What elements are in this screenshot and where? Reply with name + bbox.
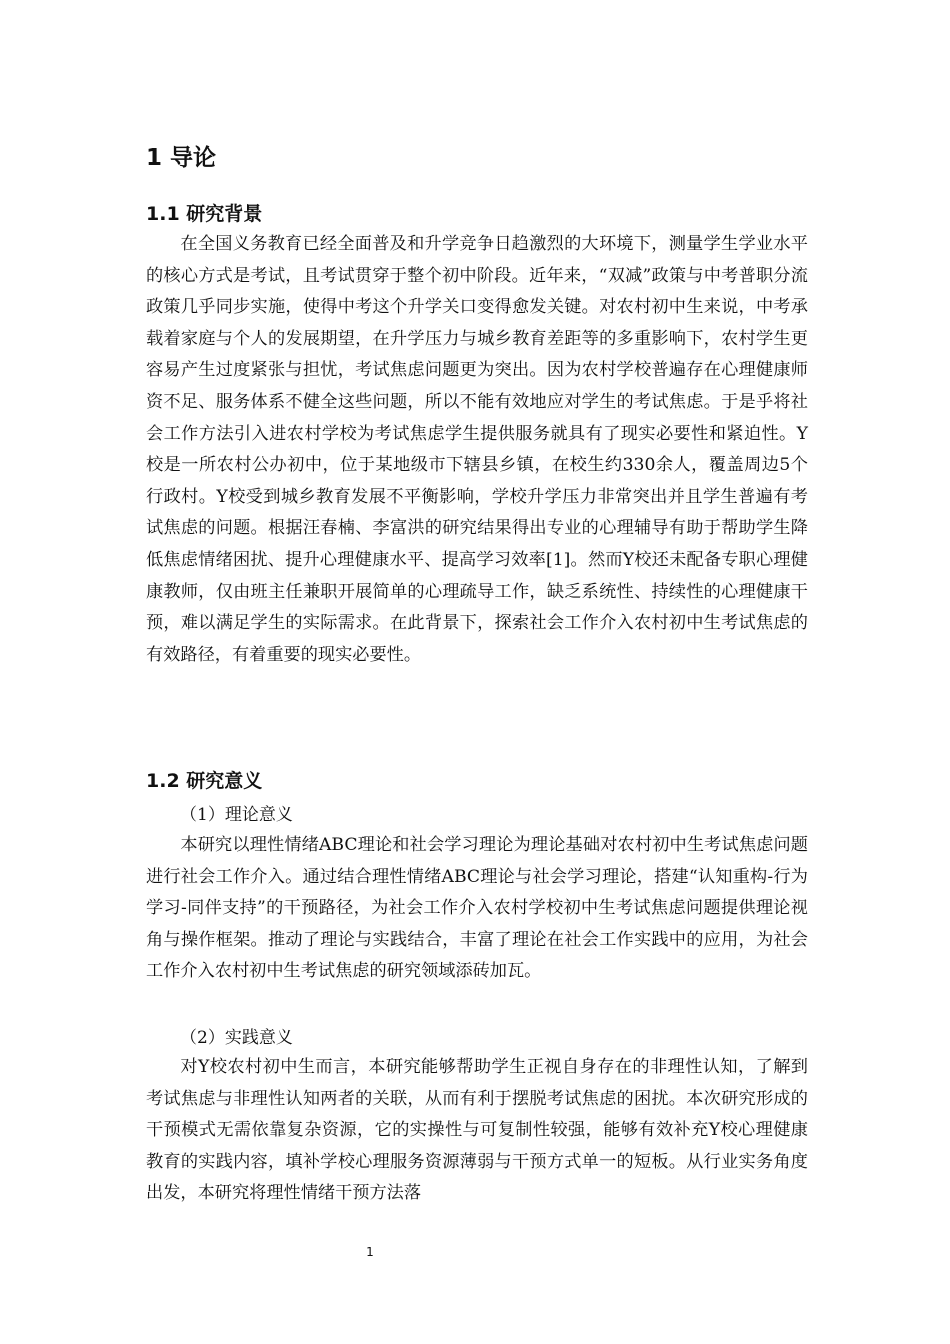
subheading-practical-significance: （2）实践意义 [180, 1028, 293, 1048]
practical-significance-paragraph: 对Y校农村初中生而言，本研究能够帮助学生正视自身存在的非理性认知，了解到考试焦虑与非理性认知两者的关联，从而有利于摆脱考试焦虑的困扰。本次研究形成的干预模式无需依靠复杂资源，它的实操性与可复制性较强，能够有效补充Y校心理健康教育的实践内容，填补学校心理服务资源薄弱与干预方式单一的短板。从行业实务角度出发，本研究将理性情绪干预方法落 [146, 1057, 808, 1204]
background-paragraph: 在全国义务教育已经全面普及和升学竞争日趋激烈的大环境下，测量学生学业水平的核心方式是考试，且考试贯穿于整个初中阶段。近年来，“双减”政策与中考普职分流政策几乎同步实施，使得中考这个升学关口变得愈发关键。对农村初中生来说，中考承载着家庭与个人的发展期望，在升学压力与城乡教育差距等的多重影响下，农村学生更容易产生过度紧张与担忧，考试焦虑问题更为突出。因为农村学校普遍存在心理健康师资不足、服务体系不健全这些问题，所以不能有效地应对学生的考试焦虑。于是乎将社会工作方法引入进农村学校为考试焦虑学生提供服务就具有了现实必要性和紧迫性。Y校是一所农村公办初中，位于某地级市下辖县乡镇，在校生约330余人，覆盖周边5个行政村。Y校受到城乡教育发展不平衡影响，学校升学压力非常突出并且学生普遍有考试焦虑的问题。根据汪春楠、李富洪的研究结果得出专业的心理辅导有助于帮助学生降低焦虑情绪困扰、提升心理健康水平、提高学习效率[1]。然而Y校还未配备专职心理健康教师，仅由班主任兼职开展简单的心理疏导工作，缺乏系统性、持续性的心理健康干预，难以满足学生的实际需求。在此背景下，探索社会工作介入农村初中生考试焦虑的有效路径，有着重要的现实必要性。 [146, 234, 808, 665]
page-number: 1 [366, 1245, 374, 1259]
subheading-theoretical-significance: （1）理论意义 [180, 805, 293, 825]
chapter-title: 1 导论 [146, 145, 217, 171]
section-title-background: 1.1 研究背景 [146, 203, 263, 225]
theoretical-significance-paragraph: 本研究以理性情绪ABC理论和社会学习理论为理论基础对农村初中生考试焦虑问题进行社会工作介入。通过结合理性情绪ABC理论与社会学习理论，搭建“认知重构-行为学习-同伴支持”的干预路径，为社会工作介入农村学校初中生考试焦虑问题提供理论视角与操作框架。推动了理论与实践结合，丰富了理论在社会工作实践中的应用，为社会工作介入农村初中生考试焦虑的研究领域添砖加瓦。 [146, 835, 808, 982]
section-title-significance: 1.2 研究意义 [146, 770, 263, 792]
